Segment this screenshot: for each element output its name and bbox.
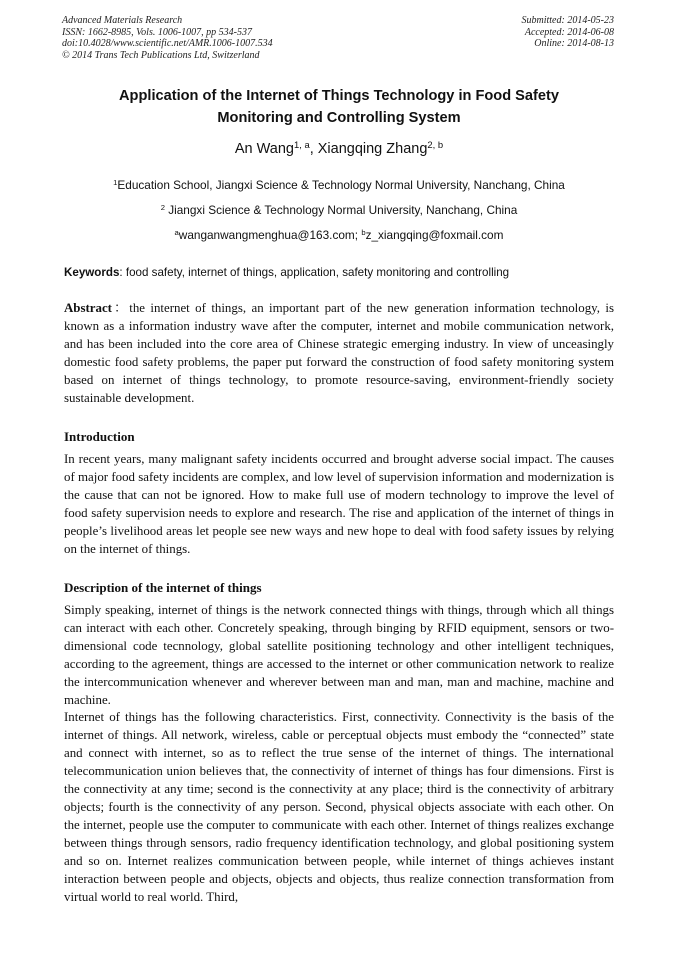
description-section xyxy=(64,602,614,906)
doi-line: doi:10.4028/www.scientific.net/AMR.1006-1007.534 xyxy=(62,38,273,49)
journal-info xyxy=(62,15,273,61)
introduction-section xyxy=(64,451,614,558)
description-paragraph-1: Simply speaking, internet of things is the network connected things with things, through which all things can interact with each other. Concretely speaking, through binging by RFID equipment, sensors or two-dimensional code tecnnology, global satellite positioning technology and other intelligent techniques, according to the agreement, things are accessed to the internet or other communication network to realize the intercommunication whenever and wherever between man and man, man and machine, machine and machine. xyxy=(64,603,614,707)
copyright-line: © 2014 Trans Tech Publications Ltd, Switzerland xyxy=(62,49,260,61)
accepted-date: Accepted: 2014-06-08 xyxy=(524,26,614,38)
issn-line: ISSN: 1662-8985, Vols. 1006-1007, pp 534-537 xyxy=(62,26,252,38)
author-1: An Wang xyxy=(234,141,294,157)
author-1-affiliation-mark: 1, a xyxy=(293,138,310,150)
keywords xyxy=(64,266,614,280)
paper-title xyxy=(0,86,678,129)
title-line-2: Monitoring and Controlling System xyxy=(217,109,461,126)
author-separator: , xyxy=(309,141,318,157)
keywords-text: : food safety, internet of things, application, safety monitoring and controlling xyxy=(119,266,510,279)
author-emails xyxy=(0,228,678,242)
affiliation-2 xyxy=(0,203,678,217)
affiliation-1-mark: 1 xyxy=(113,177,118,187)
email-separator: ; xyxy=(354,228,362,242)
abstract-text: ：the internet of things, an important part of the new generation information technology, is known as a information industry wave after the computer, internet and mobile communication network, and has been included into the core area of Chinese strategic emerging industry. In view of unceasingly domestic food safety problems, the paper put forward the construction of food safety monitoring system based on internet of things technology, to promote resource-saving, environment-friendly society sustainable development. xyxy=(64,301,614,405)
description-paragraph-2: Internet of things has the following characteristics. First, connectivity. Connectivity is the basis of the internet of things. All network, wireless, cable or perceptual objects must embody the “connected” state and connect with internet, so as to reflect the true sense of the internet of things. The international telecommunication union believes that, the connectivity of internet of things has four dimensions. First is the connectivity at any time; second is the connectivity at any place; third is the connectivity of arbitrary objects; fourth is the connectivity of any person. Second, physical objects associate with each other. On the internet, people use the computer to communicate with each other. Internet of things realizes exchange between things through sensors, radio frequency identification technology, and global positioning system and so on. Internet realizes communication between people, while internet of things achieves instant interaction between people and objects, objects and objects, thus realize connection transformation from virtual world to real world. Third, xyxy=(64,710,614,904)
publication-dates xyxy=(522,15,615,50)
introduction-heading: Introduction xyxy=(64,429,135,444)
author-2-affiliation-mark: 2, b xyxy=(427,138,444,150)
affiliation-1 xyxy=(0,178,678,192)
introduction-paragraph: In recent years, many malignant safety incidents occurred and brought adverse social impact. The causes of major food safety incidents are complex, and low level of supervision information and modernization is the cause that can not be ignored. How to make full use of modern technology to improve the level of food safety supervision needs to explore and research. The rise and application of the internet of things in people’s livelihood areas let people see new ways and new hope to deal with food safety issues by relying on the internet of things. xyxy=(64,452,614,556)
description-heading: Description of the internet of things xyxy=(64,580,262,595)
title-line-1: Application of the Internet of Things Technology in Food Safety xyxy=(119,88,559,104)
abstract xyxy=(64,300,614,407)
email-a-mark: a xyxy=(174,227,179,237)
affiliation-2-text: Jiangxi Science & Technology Normal University, Nanchang, China xyxy=(164,203,518,217)
author-2: Xiangqing Zhang xyxy=(317,141,428,157)
affiliation-1-text: Education School, Jiangxi Science & Technology Normal University, Nanchang, China xyxy=(117,178,565,192)
journal-name: Advanced Materials Research xyxy=(62,15,183,26)
author-list xyxy=(0,140,678,158)
keywords-label: Keywords xyxy=(64,266,120,279)
affiliation-2-mark: 2 xyxy=(160,202,165,212)
abstract-label: Abstract xyxy=(64,301,112,315)
email-b: z_xiangqing@foxmail.com xyxy=(365,228,504,242)
submitted-date: Submitted: 2014-05-23 xyxy=(521,15,614,26)
online-date: Online: 2014-08-13 xyxy=(534,38,614,49)
email-a: wanganwangmenghua@163.com xyxy=(178,228,355,242)
email-b-mark: b xyxy=(361,227,366,237)
